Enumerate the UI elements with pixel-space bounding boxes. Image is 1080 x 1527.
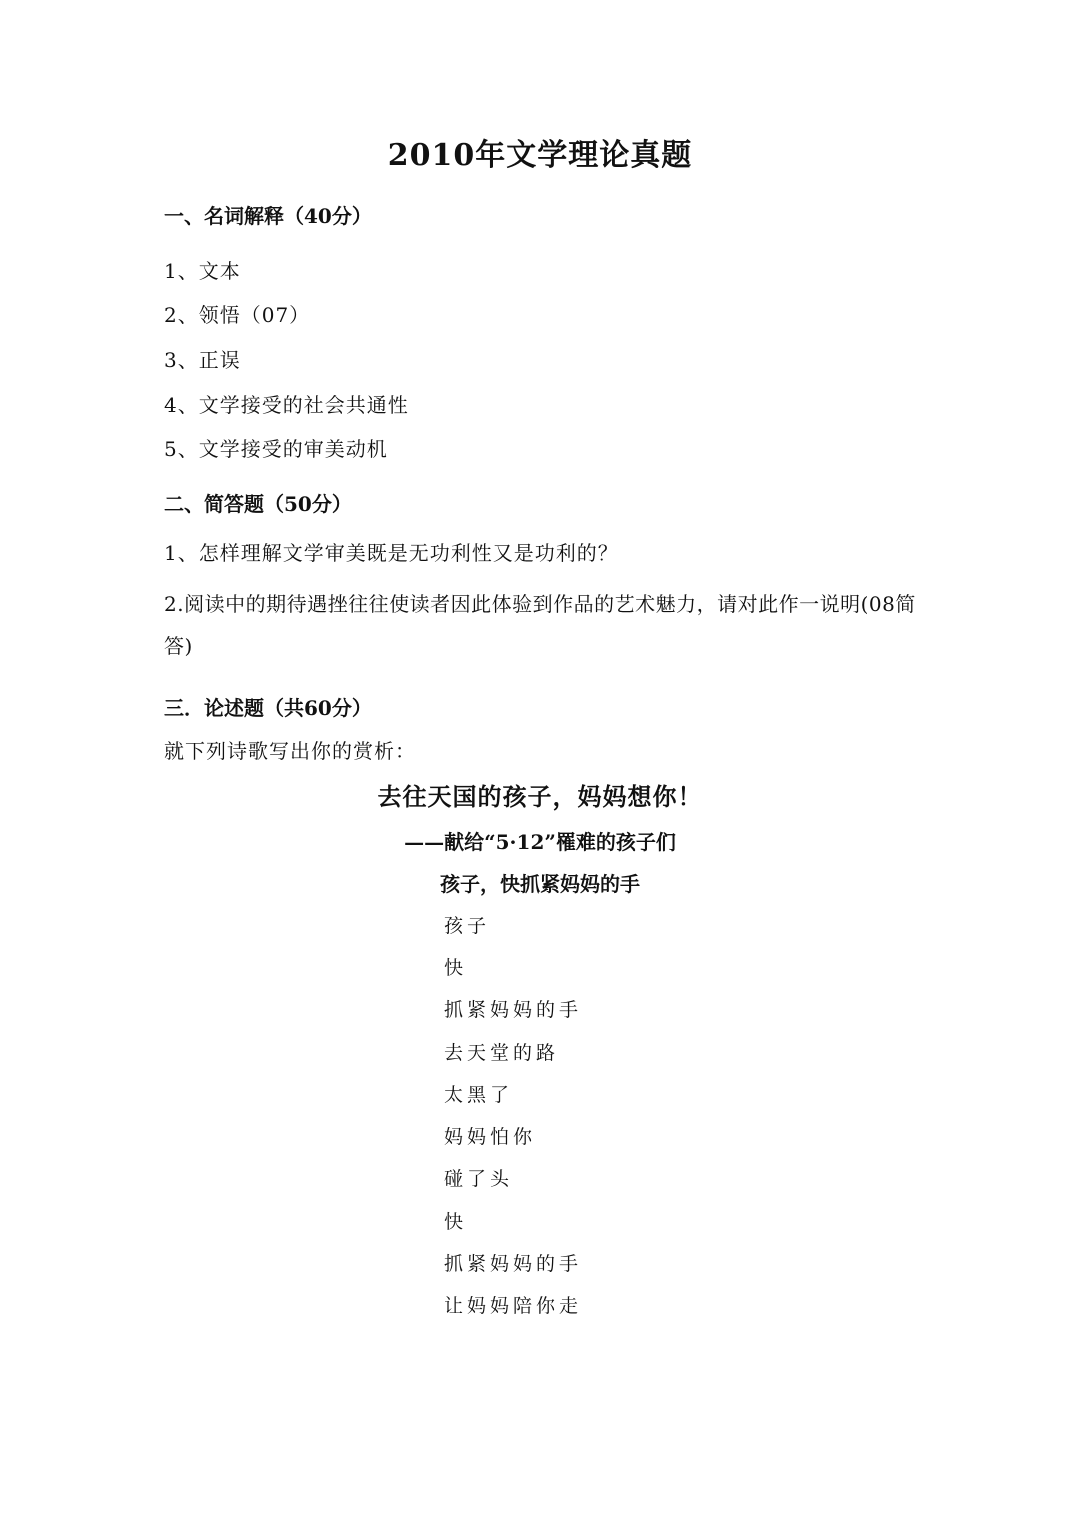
poem-dedication: ——献给“5·12”罹难的孩子们: [404, 830, 676, 854]
poem-line: 妈妈怕你: [444, 1126, 537, 1148]
poem-line: 抓紧妈妈的手: [444, 999, 583, 1021]
poem-subtitle: 孩子，快抓紧妈妈的手: [440, 872, 640, 896]
poem-line: 太黑了: [444, 1084, 514, 1106]
poem-line: 孩子: [444, 915, 491, 937]
term-item-4: 4、文学接受的社会共通性: [164, 393, 409, 417]
section1-heading: 一、名词解释（40分）: [164, 204, 372, 228]
term-item-3: 3、正误: [164, 348, 241, 372]
term-item-1: 1、文本: [164, 259, 241, 283]
section2-heading: 二、简答题（50分）: [164, 492, 352, 516]
essay-instruction: 就下列诗歌写出你的赏析：: [164, 739, 416, 763]
page-title: 2010年文学理论真题: [387, 138, 693, 173]
poem-line: 去天堂的路: [444, 1042, 560, 1064]
short-answer-q2: 2.阅读中的期待遇挫往往使读者因此体验到作品的艺术魅力，请对此作一说明(08简答): [164, 592, 916, 658]
poem-line: 抓紧妈妈的手: [444, 1253, 583, 1275]
section3-heading: 三．论述题（共60分）: [164, 696, 372, 720]
term-item-2: 2、领悟（07）: [164, 303, 311, 327]
poem-line: 碰了头: [444, 1168, 514, 1190]
short-answer-q1: 1、怎样理解文学审美既是无功利性又是功利的？: [164, 541, 619, 565]
poem-line: 快: [444, 957, 468, 979]
poem-line: 快: [444, 1211, 468, 1233]
poem-line: 让妈妈陪你走: [444, 1295, 583, 1317]
term-item-5: 5、文学接受的审美动机: [164, 437, 388, 461]
poem-title: 去往天国的孩子，妈妈想你！: [377, 782, 703, 811]
